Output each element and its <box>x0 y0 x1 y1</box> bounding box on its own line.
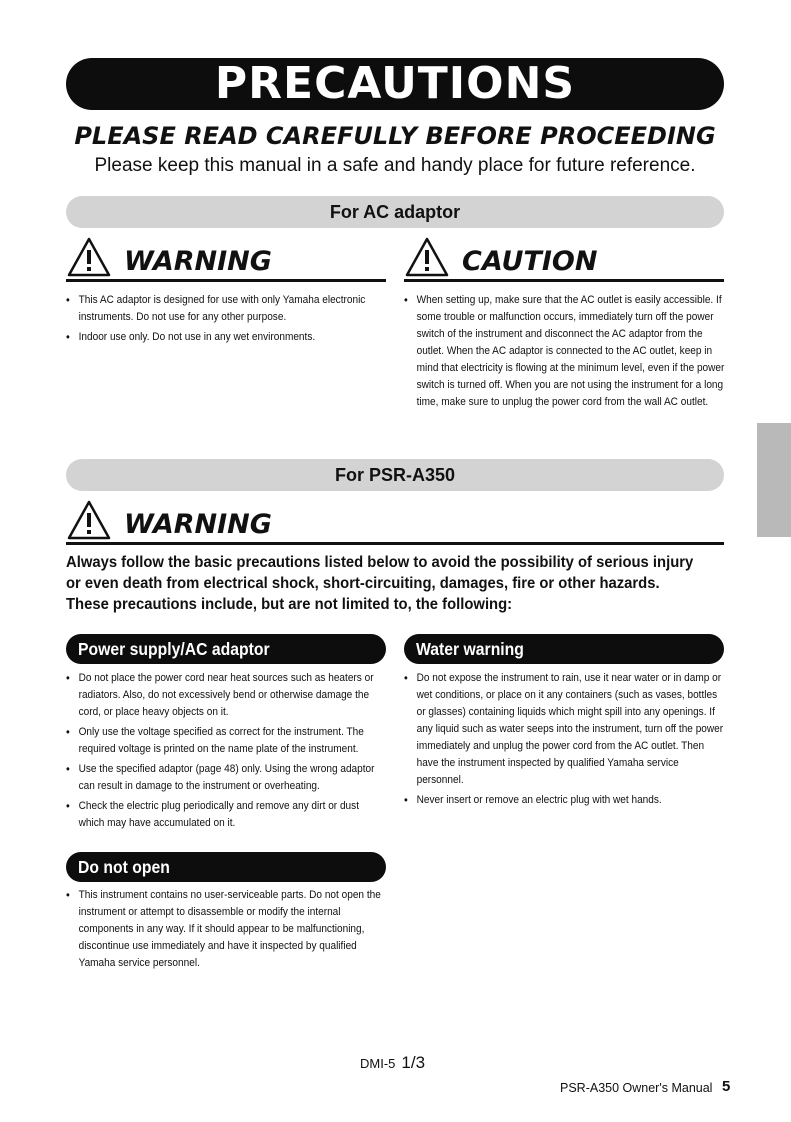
ac-warning-list <box>66 292 381 349</box>
section-bar-ac-adaptor: For AC adaptor <box>66 196 724 228</box>
do-not-open-title: Do not open <box>78 857 170 877</box>
list-item: • Indoor use only. Do not use in any wet environments. <box>66 329 381 346</box>
manual-name: PSR-A350 Owner's Manual <box>560 1081 713 1095</box>
warning-triangle-icon <box>66 236 112 278</box>
warning-triangle-icon <box>404 236 450 278</box>
power-supply-heading <box>66 634 386 664</box>
water-warning-list <box>404 670 724 812</box>
instrument-warning-heading <box>66 499 724 545</box>
list-item: • Do not place the power cord near heat sources such as heaters or radiators. Also, do not excessively bend or otherwise damage the cord, or place heavy objects on it. <box>66 670 385 721</box>
water-warning-heading <box>404 634 724 664</box>
ac-warning-heading <box>66 236 386 282</box>
warning-intro: Always follow the basic precautions listed below to avoid the possibility of serious injury or even death from electrical shock, short-circuiting, damages, fire or other hazards. These precautions include, but are not limited to, the following: <box>66 554 694 613</box>
page-title: PRECAUTIONS <box>66 58 724 110</box>
warning-triangle-icon <box>66 499 112 541</box>
divider <box>404 279 724 282</box>
list-item: • Never insert or remove an electric plug with wet hands. <box>404 792 724 809</box>
do-not-open-list <box>66 887 385 975</box>
page-fraction: 1/3 <box>401 1053 426 1072</box>
list-item: • Check the electric plug periodically and remove any dirt or dust which may have accumulated on it. <box>66 798 385 832</box>
do-not-open-heading <box>66 852 386 882</box>
list-item: • This AC adaptor is designed for use with only Yamaha electronic instruments. Do not use for any other purpose. <box>66 292 381 326</box>
divider <box>66 542 724 545</box>
page-subtitle: PLEASE READ CAREFULLY BEFORE PROCEEDING <box>74 122 716 150</box>
doc-code-label: DMI-5 <box>360 1056 396 1071</box>
ac-caution-heading <box>404 236 724 282</box>
caution-label: CAUTION <box>462 246 598 277</box>
list-item: • Do not expose the instrument to rain, use it near water or in damp or wet conditions, or place on it any containers (such as vases, bottles or glasses) containing liquids which might spill into any openings. If any liquid such as water seeps into the instrument, turn off the power immediately and unplug the power cord from the AC outlet. Then have the instrument inspected by qualified Yamaha service personnel. <box>404 670 724 789</box>
keep-manual-note: Please keep this manual in a safe and handy place for future reference. <box>94 155 696 176</box>
warning-label: WARNING <box>124 509 272 540</box>
section-thumb-tab <box>757 423 791 537</box>
list-item: • This instrument contains no user-serviceable parts. Do not open the instrument or attempt to disassemble or modify the internal components in any way. If it should appear to be malfunctioning, discontinue use immediately and have it inspected by qualified Yamaha service personnel. <box>66 887 385 972</box>
list-item: • When setting up, make sure that the AC outlet is easily accessible. If some trouble or malfunction occurs, immediately turn off the power switch of the instrument and disconnect the AC adaptor from the outlet. When the AC adaptor is connected to the AC outlet, keep in mind that electricity is flowing at the minimum level, even if the power switch is turned off. When you are not using the instrument for a long time, make sure to unplug the power cord from the wall AC outlet. <box>404 292 724 411</box>
doc-code <box>360 1054 425 1073</box>
power-supply-title: Power supply/AC adaptor <box>78 639 270 659</box>
power-supply-list <box>66 670 385 835</box>
section-bar-instrument: For PSR-A350 <box>66 459 724 491</box>
list-item: • Only use the voltage specified as correct for the instrument. The required voltage is printed on the name plate of the instrument. <box>66 724 385 758</box>
ac-caution-list <box>404 292 724 414</box>
warning-label: WARNING <box>124 246 272 277</box>
divider <box>66 279 386 282</box>
page-number: 5 <box>722 1078 731 1095</box>
water-warning-title: Water warning <box>416 639 524 659</box>
list-item: • Use the specified adaptor (page 48) only. Using the wrong adaptor can result in damage to the instrument or overheating. <box>66 761 385 795</box>
